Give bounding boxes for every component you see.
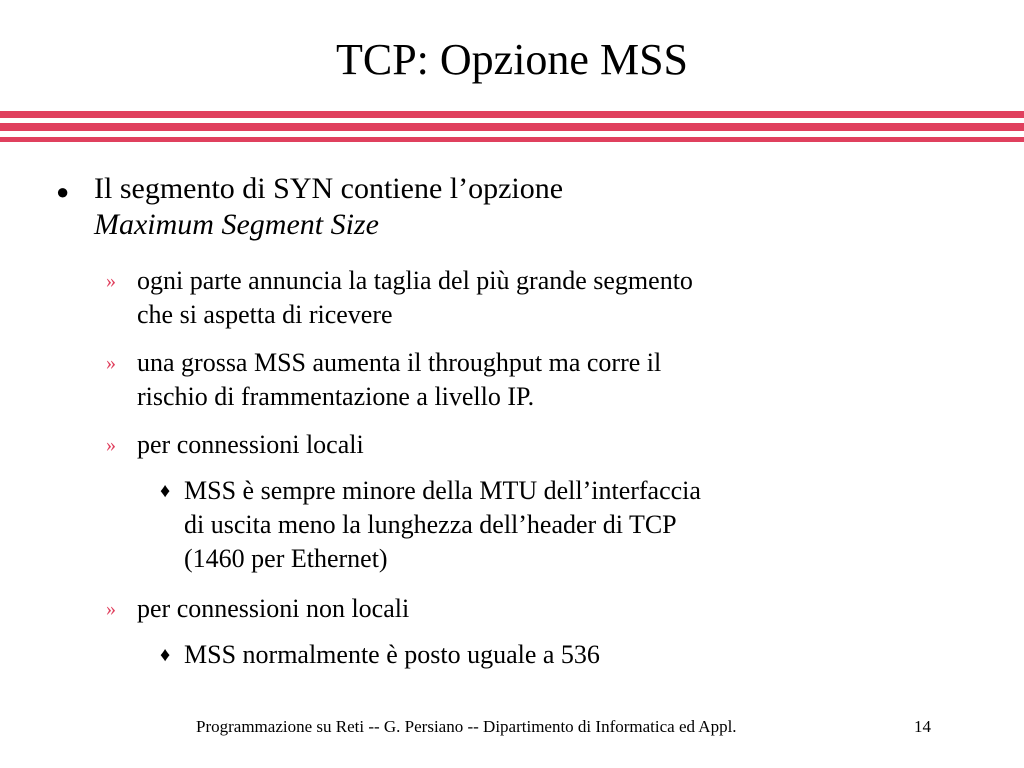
sub-point-local <box>137 428 364 462</box>
sub-point-text: per connessioni locali <box>137 430 364 459</box>
page-number: 14 <box>914 717 931 736</box>
bullet-diamond-icon: ♦ <box>160 644 171 666</box>
footer-text: Programmazione su Reti -- G. Persiano -- Dipartimento di Informatica ed Appl. <box>196 717 737 736</box>
sub-point-text: ogni parte annuncia la taglia del più grande segmento <box>137 266 693 295</box>
sub-point-mss-announce <box>137 264 693 332</box>
bullet-chevron-icon: » <box>106 598 116 620</box>
detail-local-mss <box>184 474 701 576</box>
bullet-dot-icon: ● <box>56 179 70 204</box>
sub-point-non-local <box>137 592 409 626</box>
bullet-chevron-icon: » <box>106 270 116 292</box>
sub-point-text: che si aspetta di ricevere <box>137 300 393 329</box>
detail-text: (1460 per Ethernet) <box>184 544 388 573</box>
detail-text: di uscita meno la lunghezza dell’header di TCP <box>184 510 677 539</box>
bullet-chevron-icon: » <box>106 352 116 374</box>
slide-title: TCP: Opzione MSS <box>335 35 689 84</box>
bullet-diamond-icon: ♦ <box>160 480 171 502</box>
main-point <box>94 171 563 243</box>
sub-point-throughput <box>137 346 661 414</box>
detail-text: MSS è sempre minore della MTU dell’interfaccia <box>184 476 701 505</box>
sub-point-text: per connessioni non locali <box>137 594 410 623</box>
sub-point-text: una grossa MSS aumenta il throughput ma corre il <box>137 348 662 377</box>
detail-text: MSS normalmente è posto uguale a 536 <box>184 640 600 669</box>
main-point-line1: Il segmento di SYN contiene l’opzione <box>94 172 564 205</box>
bullet-chevron-icon: » <box>106 434 116 456</box>
detail-non-local-mss <box>184 638 600 672</box>
main-point-term: Maximum Segment Size <box>94 208 379 241</box>
sub-point-text: rischio di frammentazione a livello IP. <box>137 382 535 411</box>
